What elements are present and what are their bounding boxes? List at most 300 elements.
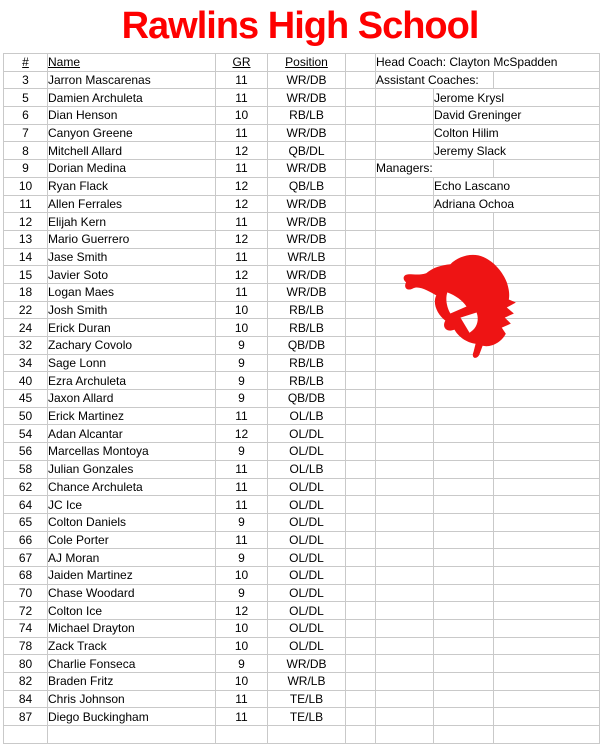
player-position-cell: OL/DL [268,496,346,514]
player-grade-cell: 12 [216,230,268,248]
player-position-cell: WR/DB [268,160,346,178]
player-name-cell: Marcellas Montoya [48,443,216,461]
staff-empty-cell [376,142,434,160]
player-row [4,637,600,655]
staff-empty-cell [376,230,434,248]
player-position-cell: QB/DB [268,390,346,408]
player-row [4,673,600,691]
player-grade-cell: 10 [216,673,268,691]
staff-empty-cell [494,230,600,248]
staff-empty-cell [494,566,600,584]
player-name-cell: Dian Henson [48,107,216,125]
player-grade-cell: 12 [216,142,268,160]
player-position-cell: WR/DB [268,266,346,284]
player-position-cell: QB/DB [268,337,346,355]
player-position-cell: TE/LB [268,708,346,726]
staff-empty-cell [494,71,600,89]
staff-empty-cell [434,584,494,602]
staff-empty-cell [376,443,434,461]
player-number-cell: 84 [4,690,48,708]
player-grade-cell: 9 [216,372,268,390]
player-position-cell: WR/LB [268,248,346,266]
staff-empty-cell [376,478,434,496]
player-row [4,513,600,531]
player-name-cell: AJ Moran [48,549,216,567]
staff-empty-cell [494,390,600,408]
player-grade-cell: 11 [216,478,268,496]
player-row [4,602,600,620]
player-grade-cell: 10 [216,107,268,125]
player-grade-cell: 10 [216,566,268,584]
player-name-cell: Dorian Medina [48,160,216,178]
player-number-cell: 72 [4,602,48,620]
staff-empty-cell [376,390,434,408]
player-number-cell: 14 [4,248,48,266]
player-row [4,496,600,514]
player-grade-cell: 12 [216,602,268,620]
spacer-cell [346,443,376,461]
staff-empty-cell [434,620,494,638]
spacer-cell [346,708,376,726]
roster-table [3,53,600,744]
manager-name: Echo Lascano [434,177,600,195]
staff-empty-cell [434,531,494,549]
assistant-coach-name: David Greninger [434,107,600,125]
player-name-cell: Jaiden Martinez [48,566,216,584]
player-number-cell: 11 [4,195,48,213]
player-number-cell: 68 [4,566,48,584]
staff-empty-cell [494,372,600,390]
player-row [4,107,600,125]
staff-empty-cell [494,478,600,496]
player-number-cell: 6 [4,107,48,125]
player-grade-cell: 11 [216,248,268,266]
player-name-cell: Jarron Mascarenas [48,71,216,89]
staff-empty-cell [434,460,494,478]
player-name-cell: Cole Porter [48,531,216,549]
staff-empty-cell [434,513,494,531]
player-name-cell: Canyon Greene [48,124,216,142]
staff-empty-cell [376,513,434,531]
player-position-cell: WR/DB [268,283,346,301]
player-grade-cell: 11 [216,407,268,425]
staff-empty-cell [494,160,600,178]
spacer-cell [346,602,376,620]
player-name-cell: Julian Gonzales [48,460,216,478]
player-name-cell: Logan Maes [48,283,216,301]
spacer-cell [346,390,376,408]
player-row [4,71,600,89]
player-name-cell: Diego Buckingham [48,708,216,726]
player-number-cell: 18 [4,283,48,301]
player-row [4,708,600,726]
spacer-cell [346,690,376,708]
spacer-cell [346,584,376,602]
player-number-cell: 3 [4,71,48,89]
player-position-cell: OL/DL [268,478,346,496]
player-position-cell: OL/DL [268,584,346,602]
empty-cell [494,726,600,744]
player-row [4,160,600,178]
staff-empty-cell [376,655,434,673]
empty-cell [346,726,376,744]
bucking-horse-mascot-logo [400,251,533,360]
player-position-cell: OL/DL [268,443,346,461]
spacer-cell [346,425,376,443]
spacer-cell [346,478,376,496]
player-position-cell: WR/DB [268,124,346,142]
staff-empty-cell [434,425,494,443]
player-number-cell: 12 [4,213,48,231]
player-row [4,124,600,142]
player-position-cell: WR/DB [268,213,346,231]
player-position-cell: OL/DL [268,620,346,638]
player-grade-cell: 11 [216,160,268,178]
staff-empty-cell [434,549,494,567]
staff-empty-cell [494,443,600,461]
player-grade-cell: 10 [216,319,268,337]
player-row [4,425,600,443]
player-name-cell: Colton Ice [48,602,216,620]
player-name-cell: Colton Daniels [48,513,216,531]
player-row [4,566,600,584]
spacer-cell [346,549,376,567]
spacer-cell [346,301,376,319]
spacer-cell [346,566,376,584]
staff-empty-cell [376,213,434,231]
staff-empty-cell [434,496,494,514]
player-position-cell: OL/DL [268,425,346,443]
player-position-cell: OL/DL [268,549,346,567]
player-position-cell: RB/LB [268,301,346,319]
player-number-cell: 34 [4,354,48,372]
player-name-cell: Braden Fritz [48,673,216,691]
player-position-cell: WR/DB [268,655,346,673]
player-number-cell: 74 [4,620,48,638]
staff-empty-cell [494,708,600,726]
player-number-cell: 40 [4,372,48,390]
staff-empty-cell [494,425,600,443]
player-grade-cell: 11 [216,690,268,708]
player-number-cell: 15 [4,266,48,284]
staff-empty-cell [376,620,434,638]
player-number-cell: 32 [4,337,48,355]
player-position-cell: TE/LB [268,690,346,708]
staff-empty-cell [494,602,600,620]
staff-empty-cell [434,390,494,408]
player-position-cell: WR/DB [268,89,346,107]
assistant-coach-name: Jeremy Slack [434,142,600,160]
player-name-cell: Elijah Kern [48,213,216,231]
player-name-cell: Mario Guerrero [48,230,216,248]
player-grade-cell: 10 [216,637,268,655]
staff-empty-cell [434,655,494,673]
player-number-cell: 45 [4,390,48,408]
player-grade-cell: 9 [216,584,268,602]
player-position-cell: WR/DB [268,195,346,213]
assistant-coach-name: Colton Hilim [434,124,600,142]
player-number-cell: 62 [4,478,48,496]
player-number-cell: 9 [4,160,48,178]
spacer-cell [346,71,376,89]
spacer-cell [346,637,376,655]
manager-name: Adriana Ochoa [434,195,600,213]
empty-cell [434,726,494,744]
staff-empty-cell [376,425,434,443]
assistant-coaches-label: Assistant Coaches: [376,71,494,89]
staff-empty-cell [434,478,494,496]
player-name-cell: Jase Smith [48,248,216,266]
page-title: Rawlins High School [121,4,479,47]
player-position-cell: OL/DL [268,566,346,584]
player-number-cell: 10 [4,177,48,195]
player-position-cell: OL/LB [268,407,346,425]
player-number-cell: 67 [4,549,48,567]
player-name-cell: Erick Duran [48,319,216,337]
staff-empty-cell [434,407,494,425]
staff-empty-cell [434,637,494,655]
staff-empty-cell [376,531,434,549]
player-name-cell: Charlie Fonseca [48,655,216,673]
empty-cell [376,726,434,744]
spacer-cell [346,107,376,125]
spacer-cell [346,513,376,531]
player-grade-cell: 11 [216,71,268,89]
player-grade-cell: 11 [216,708,268,726]
player-grade-cell: 10 [216,620,268,638]
spacer-cell [346,283,376,301]
player-name-cell: Michael Drayton [48,620,216,638]
empty-cell [48,726,216,744]
staff-empty-cell [376,407,434,425]
player-position-cell: RB/LB [268,107,346,125]
spacer-cell [346,337,376,355]
player-row [4,460,600,478]
player-grade-cell: 11 [216,531,268,549]
player-number-cell: 70 [4,584,48,602]
player-number-cell: 87 [4,708,48,726]
player-position-cell: OL/DL [268,513,346,531]
player-grade-cell: 11 [216,89,268,107]
spacer-cell [346,372,376,390]
grade-header: GR [216,54,268,72]
staff-empty-cell [494,513,600,531]
empty-row [4,726,600,744]
staff-empty-cell [376,549,434,567]
spacer-cell [346,213,376,231]
player-grade-cell: 11 [216,124,268,142]
spacer-cell [346,655,376,673]
staff-empty-cell [434,372,494,390]
player-name-cell: JC Ice [48,496,216,514]
spacer-cell [346,531,376,549]
staff-empty-cell [376,124,434,142]
staff-empty-cell [376,690,434,708]
player-name-cell: Jaxon Allard [48,390,216,408]
player-number-cell: 56 [4,443,48,461]
player-grade-cell: 9 [216,390,268,408]
spacer-cell [346,266,376,284]
player-name-cell: Zack Track [48,637,216,655]
spacer-cell [346,620,376,638]
spacer-cell [346,142,376,160]
empty-cell [4,726,48,744]
player-grade-cell: 12 [216,195,268,213]
player-grade-cell: 9 [216,655,268,673]
player-row [4,478,600,496]
staff-empty-cell [494,673,600,691]
player-grade-cell: 9 [216,513,268,531]
staff-empty-cell [376,584,434,602]
staff-empty-cell [376,107,434,125]
header-row [4,54,600,72]
staff-empty-cell [376,460,434,478]
player-name-cell: Chance Archuleta [48,478,216,496]
player-row [4,531,600,549]
player-grade-cell: 10 [216,301,268,319]
player-number-cell: 13 [4,230,48,248]
player-grade-cell: 11 [216,283,268,301]
spacer-cell [346,230,376,248]
player-row [4,372,600,390]
player-row [4,390,600,408]
player-number-cell: 24 [4,319,48,337]
staff-empty-cell [494,690,600,708]
player-grade-cell: 12 [216,177,268,195]
staff-empty-cell [376,177,434,195]
staff-empty-cell [494,407,600,425]
staff-empty-cell [494,655,600,673]
player-grade-cell: 12 [216,266,268,284]
staff-empty-cell [494,213,600,231]
staff-empty-cell [376,708,434,726]
player-grade-cell: 11 [216,213,268,231]
player-position-cell: RB/LB [268,319,346,337]
spacer-cell [346,177,376,195]
player-grade-cell: 11 [216,496,268,514]
player-name-cell: Chase Woodard [48,584,216,602]
player-row [4,620,600,638]
spacer-cell [346,160,376,178]
player-position-cell: OL/LB [268,460,346,478]
position-header: Position [268,54,346,72]
player-number-cell: 5 [4,89,48,107]
player-row [4,142,600,160]
spacer-cell [346,496,376,514]
player-name-cell: Sage Lonn [48,354,216,372]
player-name-cell: Javier Soto [48,266,216,284]
managers-label: Managers: [376,160,494,178]
player-row [4,584,600,602]
player-number-cell: 50 [4,407,48,425]
spacer-cell [346,319,376,337]
player-number-cell: 78 [4,637,48,655]
staff-empty-cell [434,690,494,708]
player-position-cell: RB/LB [268,354,346,372]
player-position-cell: OL/DL [268,531,346,549]
staff-empty-cell [494,549,600,567]
player-name-cell: Allen Ferrales [48,195,216,213]
staff-empty-cell [376,496,434,514]
player-position-cell: WR/DB [268,71,346,89]
staff-empty-cell [494,620,600,638]
name-header: Name [48,54,216,72]
player-grade-cell: 9 [216,549,268,567]
staff-empty-cell [376,602,434,620]
player-position-cell: QB/DL [268,142,346,160]
head-coach-cell: Head Coach: Clayton McSpadden [376,54,600,72]
spacer-cell [346,354,376,372]
player-grade-cell: 9 [216,337,268,355]
staff-empty-cell [376,566,434,584]
player-number-cell: 80 [4,655,48,673]
player-number-cell: 66 [4,531,48,549]
spacer-cell [346,460,376,478]
staff-empty-cell [376,89,434,107]
player-position-cell: WR/DB [268,230,346,248]
number-header: # [4,54,48,72]
player-position-cell: QB/LB [268,177,346,195]
player-row [4,230,600,248]
spacer-cell [346,89,376,107]
staff-empty-cell [434,443,494,461]
staff-empty-cell [376,637,434,655]
staff-empty-cell [494,496,600,514]
staff-empty-cell [434,230,494,248]
staff-empty-cell [376,195,434,213]
player-row [4,443,600,461]
player-grade-cell: 9 [216,354,268,372]
staff-empty-cell [494,460,600,478]
player-number-cell: 7 [4,124,48,142]
player-name-cell: Erick Martinez [48,407,216,425]
player-name-cell: Adan Alcantar [48,425,216,443]
player-number-cell: 8 [4,142,48,160]
staff-empty-cell [434,602,494,620]
staff-empty-cell [376,673,434,691]
player-position-cell: WR/LB [268,673,346,691]
player-name-cell: Josh Smith [48,301,216,319]
player-grade-cell: 11 [216,460,268,478]
player-name-cell: Ezra Archuleta [48,372,216,390]
player-row [4,213,600,231]
player-position-cell: OL/DL [268,602,346,620]
player-name-cell: Ryan Flack [48,177,216,195]
staff-empty-cell [494,531,600,549]
spacer-cell [346,248,376,266]
player-number-cell: 22 [4,301,48,319]
player-number-cell: 64 [4,496,48,514]
staff-empty-cell [434,566,494,584]
player-name-cell: Chris Johnson [48,690,216,708]
player-row [4,195,600,213]
staff-empty-cell [376,372,434,390]
player-number-cell: 54 [4,425,48,443]
empty-cell [216,726,268,744]
player-number-cell: 82 [4,673,48,691]
empty-cell [268,726,346,744]
player-number-cell: 58 [4,460,48,478]
player-number-cell: 65 [4,513,48,531]
player-row [4,89,600,107]
spacer-cell [346,407,376,425]
player-grade-cell: 12 [216,425,268,443]
player-row [4,407,600,425]
player-row [4,655,600,673]
spacer-cell [346,124,376,142]
staff-empty-cell [494,584,600,602]
player-position-cell: RB/LB [268,372,346,390]
